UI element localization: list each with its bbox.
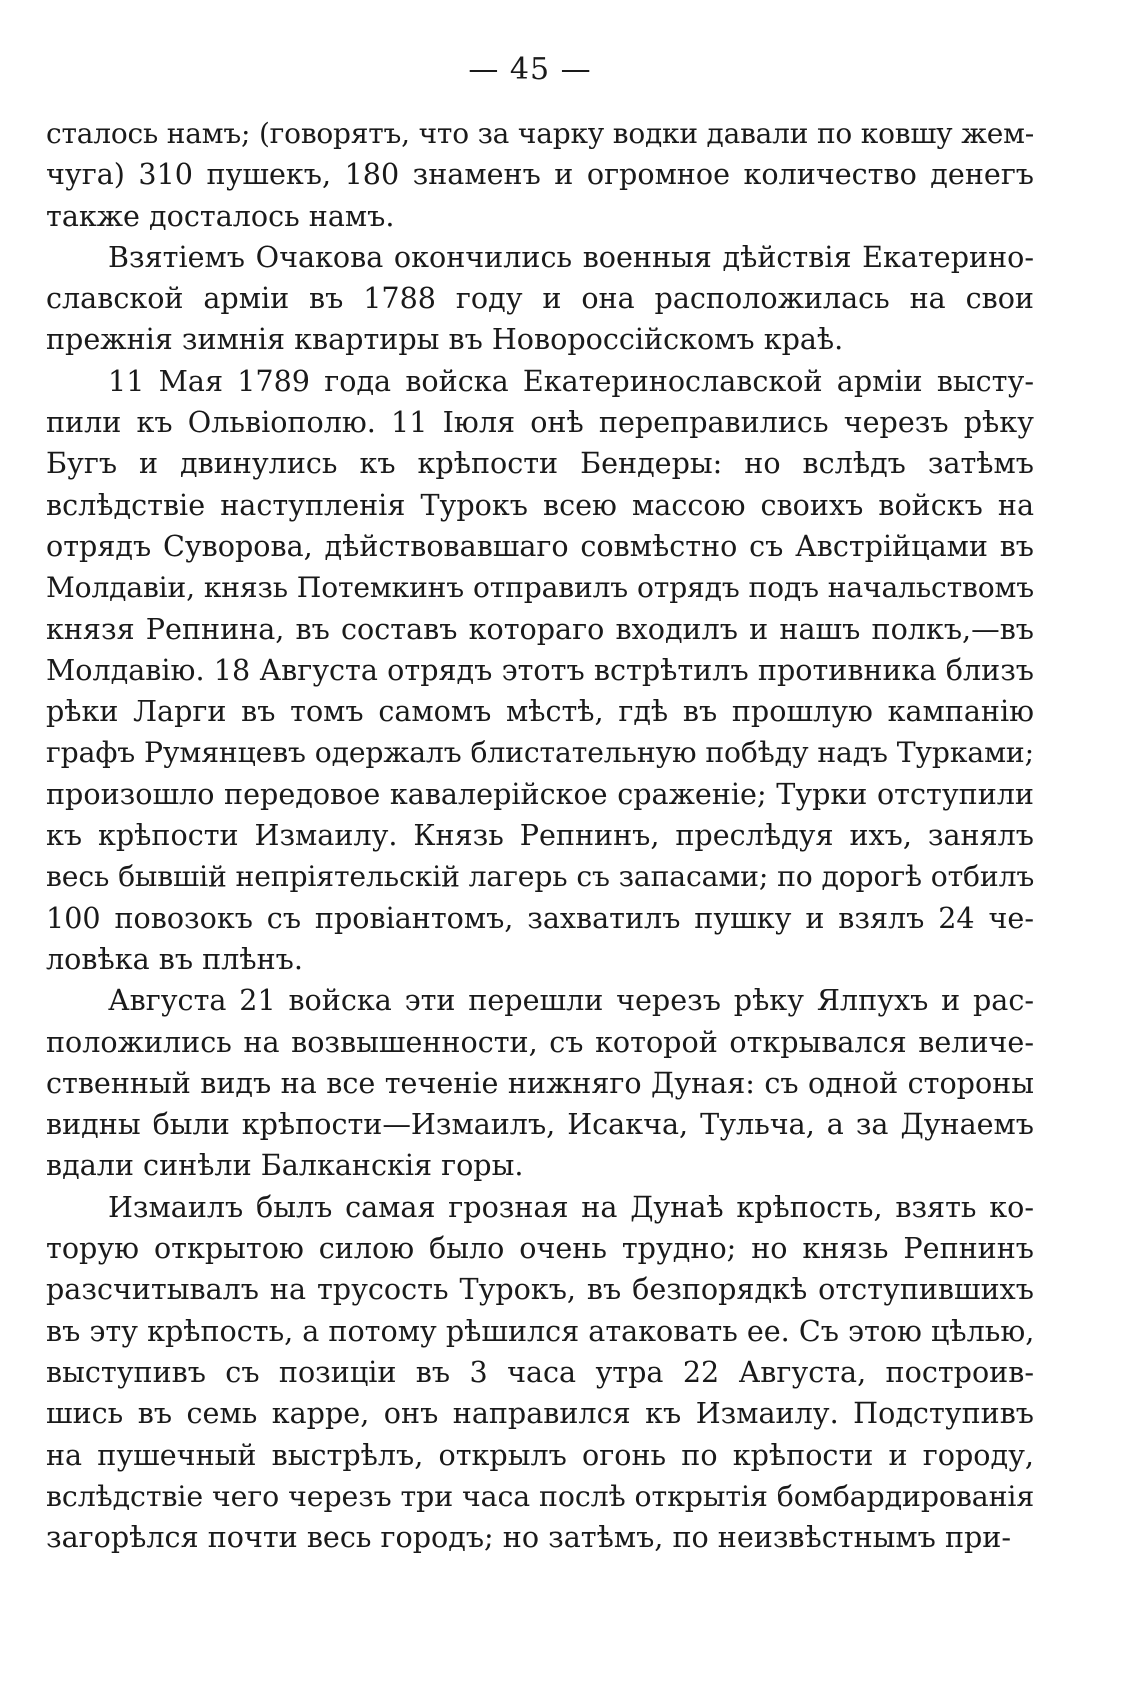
text-line: графъ Румянцевъ одержалъ блистательную побѣду надъ Турками; xyxy=(46,736,1034,770)
text-line: Молдавію. 18 Августа отрядъ этотъ встрѣтилъ противника близъ xyxy=(46,652,1034,687)
text-line: къ крѣпости Измаилу. Князь Репнинъ, преслѣдуя ихъ, занялъ xyxy=(46,818,1034,853)
text-line: вслѣдствіе чего черезъ три часа послѣ открытія бомбардированія xyxy=(46,1479,1035,1513)
text-line: выступивъ съ позиціи въ 3 часа утра 22 Августа, построив- xyxy=(46,1354,1034,1389)
text-line: сталось намъ; (говорятъ, что за чарку водки давали по ковшу жем- xyxy=(46,117,1034,150)
text-line: весь бывшій непріятельскій лагерь съ запасами; по дорогѣ отбилъ xyxy=(46,860,1035,894)
text-line: произошло передовое кавалерійское сраженіе; Турки отступили xyxy=(46,776,1034,811)
text-line: шись въ семь карре, онъ направился къ Измаилу. Подступивъ xyxy=(46,1396,1034,1431)
text-line: князя Репнина, въ составъ котораго входилъ и нашъ полкъ,—въ xyxy=(46,611,1034,646)
text-line: Молдавіи, князь Потемкинъ отправилъ отрядъ подъ начальствомъ xyxy=(46,571,1034,605)
paragraph xyxy=(46,237,1034,361)
text-line: Августа 21 войска эти перешли черезъ рѣку Ялпухъ и рас- xyxy=(108,983,1034,1018)
text-line: въ эту крѣпость, а потому рѣшился атаковать ее. Съ этою цѣлью, xyxy=(46,1313,1035,1348)
paragraph xyxy=(46,1187,1034,1559)
paragraph xyxy=(46,361,1034,980)
page-number: — 45 — xyxy=(468,52,592,87)
text-line: ственный видъ на все теченіе нижняго Дуная: съ одной стороны xyxy=(46,1065,1034,1100)
text-line: разсчитывалъ на трусость Турокъ, въ безпорядкѣ отступившихъ xyxy=(46,1272,1034,1307)
paragraph xyxy=(46,113,1034,237)
text-line: Взятіемъ Очакова окончились военныя дѣйствія Екатерино- xyxy=(108,239,1034,274)
text-line: загорѣлся почти весь городъ; но затѣмъ, по неизвѣстнымъ при- xyxy=(46,1520,1012,1555)
text-line: вдали синѣли Балканскія горы. xyxy=(46,1148,524,1183)
paragraph xyxy=(46,980,1034,1186)
text-line: ловѣка въ плѣнъ. xyxy=(46,941,303,976)
text-line: на пушечный выстрѣлъ, открылъ огонь по крѣпости и городу, xyxy=(46,1437,1034,1472)
text-line: видны были крѣпости—Измаилъ, Исакча, Тульча, а за Дунаемъ xyxy=(46,1107,1034,1142)
body-text xyxy=(46,113,1034,1558)
text-line: вслѣдствіе наступленія Турокъ всею массою своихъ войскъ на xyxy=(46,487,1034,522)
text-line: Измаилъ былъ самая грозная на Дунаѣ крѣпость, взять ко- xyxy=(108,1189,1034,1224)
text-line: Бугъ и двинулись къ крѣпости Бендеры: но вслѣдъ затѣмъ xyxy=(46,446,1034,481)
text-line: отрядъ Суворова, дѣйствовавшаго совмѣстно съ Австрійцами въ xyxy=(46,528,1034,563)
text-line: 100 повозокъ съ провіантомъ, захватилъ пушку и взялъ 24 че- xyxy=(46,900,1034,935)
text-line: 11 Мая 1789 года войска Екатеринославской арміи высту- xyxy=(108,363,1034,398)
text-line: пили къ Ольвіополю. 11 Іюля онѣ переправились черезъ рѣку xyxy=(46,405,1034,440)
text-line: также досталось намъ. xyxy=(46,198,395,233)
text-line: славской арміи въ 1788 году и она расположилась на свои xyxy=(46,281,1034,316)
text-line: прежнія зимнія квартиры въ Новороссійскомъ краѣ. xyxy=(46,322,844,357)
text-line: торую открытою силою было очень трудно; но князь Репнинъ xyxy=(46,1231,1034,1266)
text-line: положились на возвышенности, съ которой открывался величе- xyxy=(46,1024,1034,1059)
text-line: чуга) 310 пушекъ, 180 знаменъ и огромное количество денегъ xyxy=(46,157,1034,192)
text-line: рѣки Ларги въ томъ самомъ мѣстѣ, гдѣ въ прошлую кампанію xyxy=(46,694,1034,729)
